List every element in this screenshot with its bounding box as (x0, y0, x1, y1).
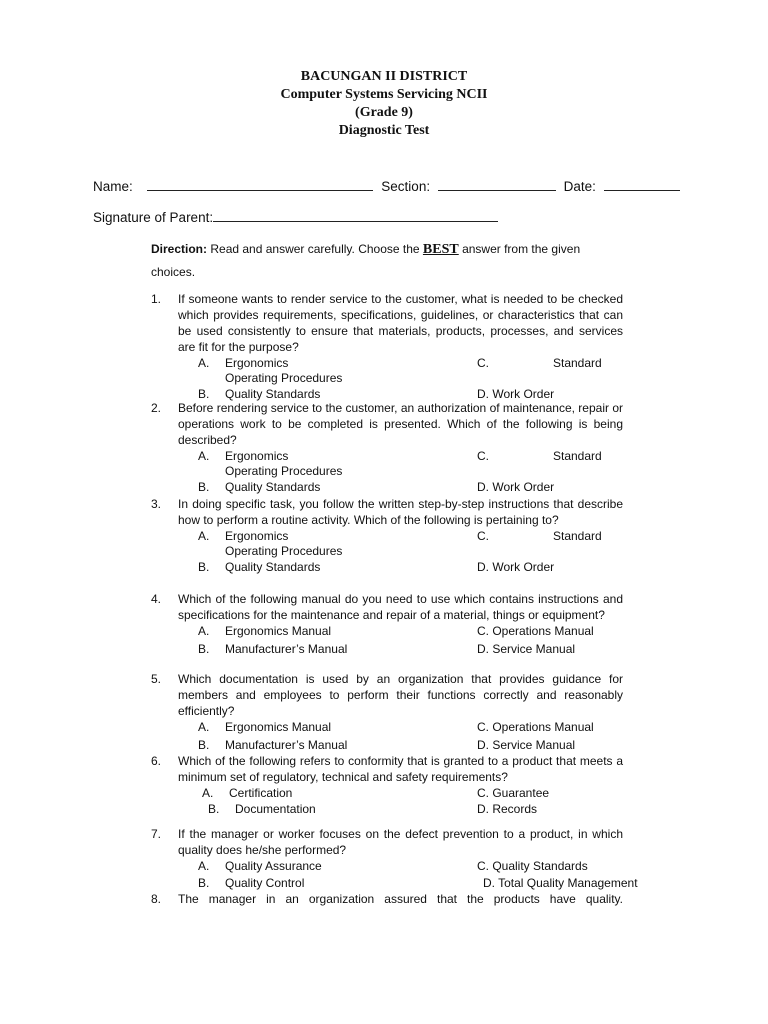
option-row-ac (151, 448, 623, 464)
option-d: D. Service Manual (477, 642, 576, 656)
direction-text-2: answer from the given choices. (151, 242, 581, 279)
option-b-letter: B. (198, 876, 210, 890)
option-b-text: Quality Standards (225, 387, 321, 401)
option-b-letter: B. (198, 642, 210, 656)
question-number: 7. (151, 827, 162, 841)
test-title: Diagnostic Test (338, 123, 430, 138)
option-c-letter: C. (477, 356, 489, 370)
option-b-letter: B. (198, 387, 210, 401)
option-a-letter: A. (198, 449, 210, 463)
question-7 (151, 826, 638, 891)
option-a-letter: A. (202, 786, 214, 800)
question-2 (151, 400, 623, 495)
question-stem: In doing specific task, you follow the written step-by-step instructions that describe how to perform a routine activity. Which of the following is pertaining to? (178, 497, 623, 527)
signature-blank (213, 209, 498, 222)
direction-paragraph (151, 238, 591, 283)
option-a-letter: A. (198, 859, 210, 873)
option-row-ac (151, 719, 623, 737)
document-header (0, 68, 768, 140)
option-c-continuation: Operating Procedures (225, 371, 343, 385)
option-row-ac (151, 355, 623, 371)
option-a-text: Certification (229, 786, 293, 800)
option-b-text: Quality Standards (225, 480, 321, 494)
option-a-text: Quality Assurance (225, 859, 322, 873)
name-blank (147, 178, 373, 191)
date-label: Date: (563, 179, 596, 194)
question-number: 1. (151, 292, 162, 306)
name-label: Name: (93, 179, 133, 194)
option-c: C. Operations Manual (477, 624, 594, 638)
option-b-text: Manufacturer’s Manual (225, 642, 348, 656)
option-b-text: Manufacturer’s Manual (225, 738, 348, 752)
option-b-letter: B. (198, 560, 210, 574)
question-number: 2. (151, 401, 162, 415)
question-8 (151, 891, 623, 907)
signature-row (93, 209, 498, 225)
option-d: D. Service Manual (477, 738, 576, 752)
option-b-letter: B. (198, 480, 210, 494)
option-row-bd (151, 801, 623, 817)
question-stem: Which of the following manual do you need to use which contains instructions and specifications for the maintenance and repair of a material, things or equipment? (178, 592, 623, 622)
question-3 (151, 496, 623, 575)
grade-title: (Grade 9) (355, 105, 413, 120)
option-a-text: Ergonomics (225, 356, 289, 370)
option-a-letter: A. (198, 356, 210, 370)
option-d: D. Work Order (477, 387, 555, 401)
option-d: D. Records (477, 802, 538, 816)
direction-emphasis: BEST (422, 242, 459, 257)
option-a-text: Ergonomics Manual (225, 720, 332, 734)
signature-label: Signature of Parent: (93, 210, 214, 225)
section-label: Section: (381, 179, 431, 194)
question-stem: The manager in an organization assured that the products have quality. (178, 892, 623, 906)
option-c-letter: C. (477, 529, 489, 543)
section-blank (438, 178, 556, 191)
direction-text-1: Read and answer carefully. Choose the (207, 242, 423, 256)
option-c-text: Standard (553, 449, 602, 463)
option-a-letter: A. (198, 624, 210, 638)
option-row-ac (151, 623, 623, 641)
course-title: Computer Systems Servicing NCII (280, 87, 488, 102)
option-c-continuation: Operating Procedures (225, 544, 343, 558)
option-row-ac (151, 858, 623, 875)
name-row (93, 178, 680, 194)
option-b-letter: B. (198, 738, 210, 752)
question-1 (151, 291, 623, 402)
option-c-text: Standard (553, 356, 602, 370)
option-c: C. Quality Standards (477, 859, 588, 873)
option-c: C. Guarantee (477, 786, 550, 800)
option-row-bd (151, 479, 623, 495)
question-number: 5. (151, 672, 162, 686)
question-number: 4. (151, 592, 162, 606)
option-b-text: Quality Control (225, 876, 305, 890)
option-d: D. Total Quality Management (483, 876, 638, 890)
question-stem: Before rendering service to the customer, an authorization of maintenance, repair or operations work to be completed is presented. Which of the following is being described? (178, 401, 623, 447)
option-a-letter: A. (198, 720, 210, 734)
option-c-letter: C. (477, 449, 489, 463)
direction-label: Direction: (151, 242, 208, 256)
question-4 (151, 591, 623, 657)
option-row-bd (151, 875, 638, 891)
question-stem: If the manager or worker focuses on the defect prevention to a product, in which quality does he/she performed? (178, 827, 623, 857)
district-title: BACUNGAN II DISTRICT (300, 69, 468, 84)
option-row-ac (151, 528, 623, 544)
question-number: 6. (151, 754, 162, 768)
question-5 (151, 671, 623, 753)
option-a-letter: A. (198, 529, 210, 543)
option-a-text: Ergonomics (225, 529, 289, 543)
date-blank (604, 178, 680, 191)
question-6 (151, 753, 623, 817)
option-a-text: Ergonomics Manual (225, 624, 332, 638)
option-b-letter: B. (208, 802, 220, 816)
option-b-text: Quality Standards (225, 560, 321, 574)
option-c-text: Standard (553, 529, 602, 543)
question-stem: If someone wants to render service to the customer, what is needed to be checked which provides requirements, specifications, guidelines, or characteristics that can be used consistently to ensure that materials, products, processes, and services are fit for the purpose? (178, 292, 623, 354)
option-row-bd (151, 737, 623, 753)
option-d: D. Work Order (477, 560, 555, 574)
option-a-text: Ergonomics (225, 449, 289, 463)
option-d: D. Work Order (477, 480, 555, 494)
option-c: C. Operations Manual (477, 720, 594, 734)
option-row-bd (151, 641, 623, 657)
question-number: 3. (151, 497, 162, 511)
question-stem: Which documentation is used by an organization that provides guidance for members and employees to perform their functions correctly and reasonably efficiently? (178, 672, 623, 718)
question-number: 8. (151, 892, 162, 906)
option-c-continuation: Operating Procedures (225, 464, 343, 478)
question-stem: Which of the following refers to conformity that is granted to a product that meets a minimum set of regulatory, technical and safety requirements? (178, 754, 623, 784)
option-row-bd (151, 559, 623, 575)
option-b-text: Documentation (235, 802, 316, 816)
option-row-ac (151, 785, 623, 801)
